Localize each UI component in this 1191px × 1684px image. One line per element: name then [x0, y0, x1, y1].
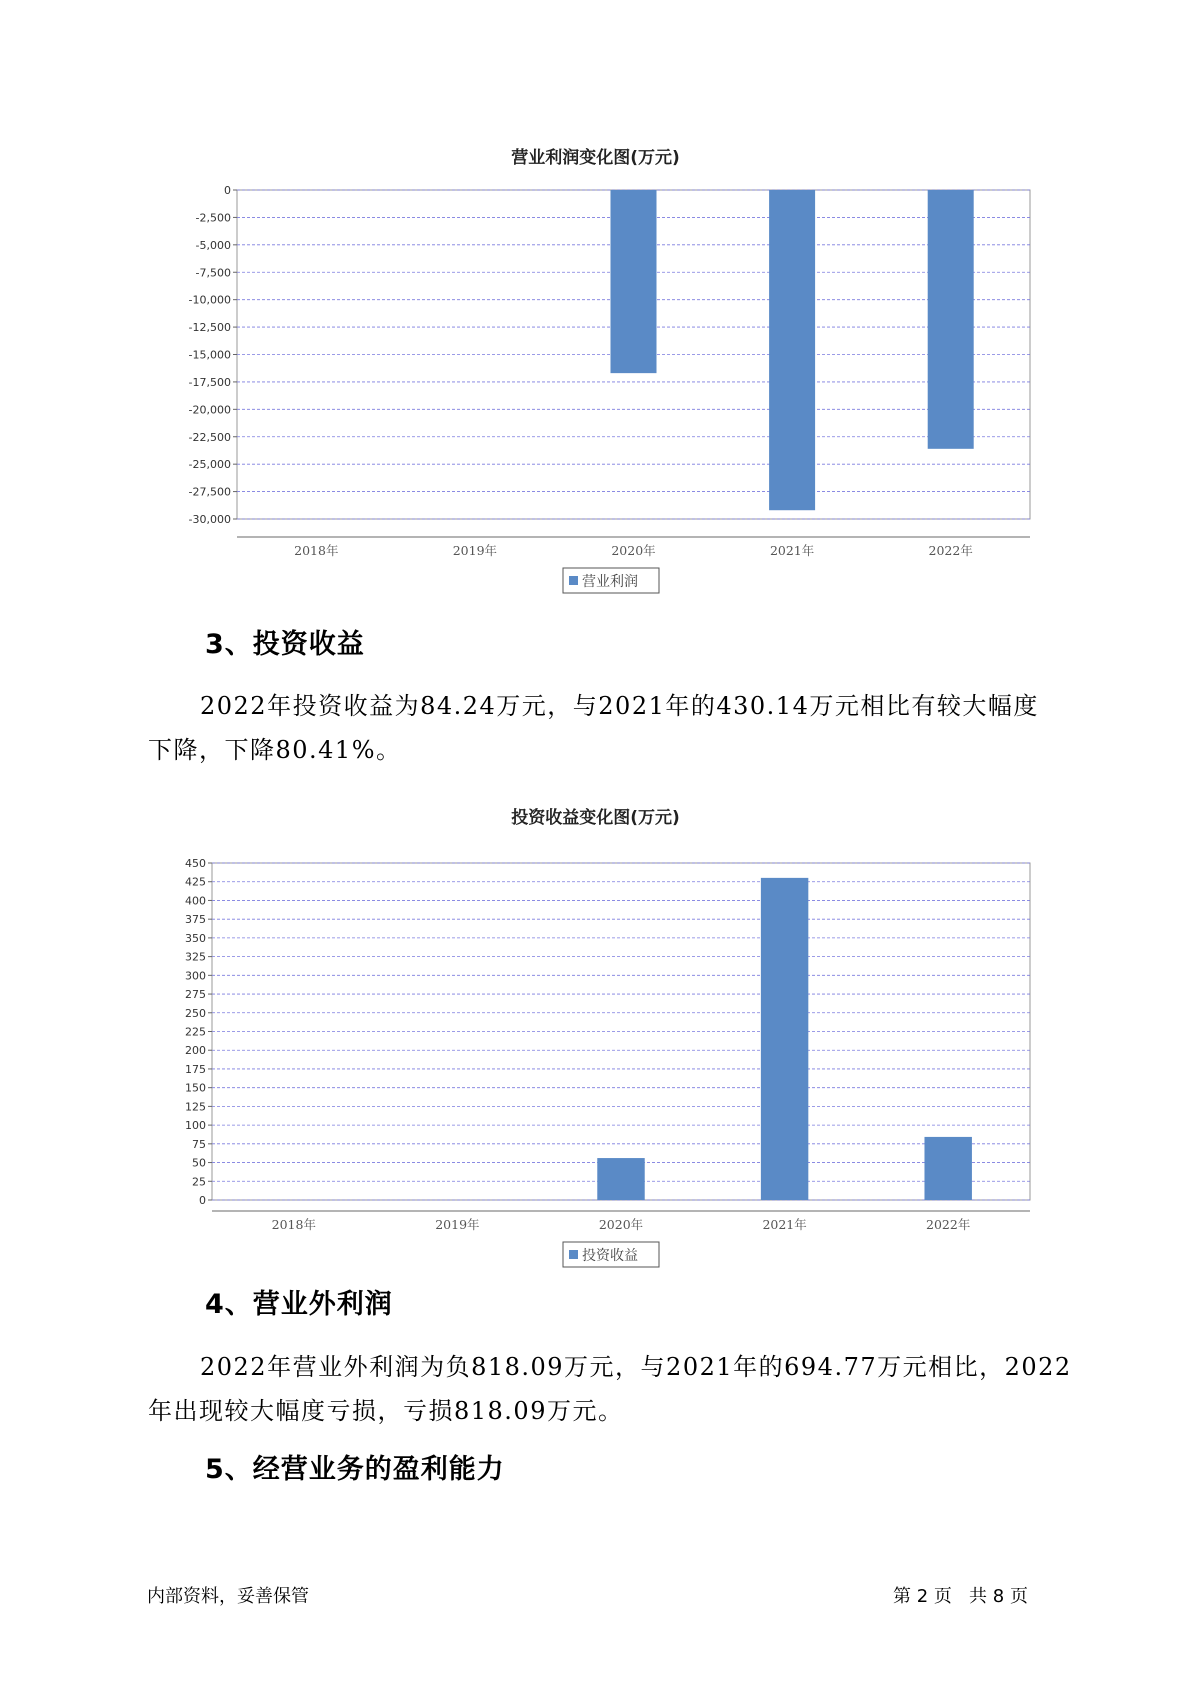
- section3-line-2: 下降，下降80.41%。: [148, 736, 402, 764]
- y-tick-label: -25,000: [188, 458, 231, 472]
- bar-2020年: [597, 1158, 644, 1200]
- footer-page-number: 第 2 页 共 8 页: [893, 1586, 1028, 1607]
- y-tick-label: -15,000: [188, 348, 231, 362]
- y-tick-label: 450: [185, 857, 206, 870]
- section4-paragraph: [148, 1345, 1072, 1433]
- y-tick-label: -2,500: [195, 211, 231, 225]
- section5-heading: 5、经营业务的盈利能力: [205, 1454, 505, 1485]
- y-tick-label: -22,500: [188, 430, 231, 444]
- bar-2020年: [611, 190, 657, 373]
- x-tick-label: 2018年: [294, 543, 339, 558]
- section4-heading: 4、营业外利润: [205, 1289, 393, 1320]
- y-tick-label: 150: [185, 1081, 206, 1095]
- bar-2021年: [761, 878, 808, 1200]
- y-tick-label: 0: [224, 184, 231, 197]
- bar-2022年: [924, 1137, 971, 1200]
- section3-line-1: 2022年投资收益为84.24万元，与2021年的430.14万元相比有较大幅度: [200, 692, 1039, 720]
- x-tick-label: 2022年: [926, 1217, 971, 1232]
- x-tick-label: 2019年: [452, 543, 498, 558]
- y-tick-label: 75: [192, 1137, 206, 1151]
- y-tick-label: 250: [185, 1006, 206, 1020]
- y-tick-label: 300: [185, 969, 206, 983]
- x-tick-label: 2020年: [598, 1217, 644, 1232]
- y-tick-label: 225: [185, 1025, 206, 1039]
- y-tick-label: -27,500: [188, 485, 231, 499]
- bar-2021年: [769, 190, 815, 510]
- y-tick-label: 200: [185, 1044, 206, 1058]
- y-tick-label: 50: [192, 1156, 206, 1170]
- section4-line-2: 年出现较大幅度亏损，亏损818.09万元。: [148, 1397, 624, 1425]
- y-tick-label: 375: [185, 913, 206, 927]
- chart2-title: 投资收益变化图(万元): [511, 808, 680, 828]
- x-tick-label: 2022年: [928, 543, 973, 558]
- y-tick-label: -17,500: [188, 375, 231, 389]
- y-tick-label: -12,500: [188, 321, 231, 335]
- y-tick-label: -10,000: [188, 293, 231, 307]
- footer-confidential: 内部资料，妥善保管: [147, 1586, 309, 1607]
- y-tick-label: -5,000: [195, 238, 231, 252]
- y-tick-label: -20,000: [188, 403, 231, 417]
- y-tick-label: 275: [185, 988, 206, 1002]
- x-tick-label: 2018年: [271, 1217, 316, 1232]
- legend-label: 投资收益: [582, 1248, 638, 1264]
- x-tick-label: 2021年: [762, 1217, 807, 1232]
- legend-swatch: [569, 1250, 578, 1259]
- operating-profit-chart: [0, 170, 1191, 590]
- section4-line-1: 2022年营业外利润为负818.09万元，与2021年的694.77万元相比，2022: [200, 1353, 1072, 1381]
- y-tick-label: 25: [192, 1175, 206, 1189]
- y-tick-label: 125: [185, 1100, 206, 1114]
- x-tick-label: 2020年: [611, 543, 656, 558]
- x-tick-label: 2019年: [435, 1217, 480, 1232]
- legend-label: 营业利润: [582, 574, 638, 590]
- section3-heading: 3、投资收益: [205, 629, 365, 660]
- legend-swatch: [569, 576, 578, 585]
- y-tick-label: 100: [185, 1119, 206, 1133]
- chart1-title: 营业利润变化图(万元): [511, 148, 680, 168]
- x-tick-label: 2021年: [769, 543, 815, 558]
- y-tick-label: 325: [185, 950, 206, 964]
- bar-2022年: [928, 190, 974, 449]
- y-tick-label: 0: [199, 1194, 206, 1207]
- y-tick-label: 350: [185, 931, 206, 945]
- y-tick-label: 400: [185, 894, 206, 908]
- section3-paragraph: [148, 684, 1068, 772]
- y-tick-label: -7,500: [195, 266, 231, 280]
- y-tick-label: 175: [185, 1062, 206, 1076]
- y-tick-label: -30,000: [188, 513, 231, 526]
- y-tick-label: 425: [185, 875, 206, 889]
- investment-income-chart: [0, 830, 1191, 1264]
